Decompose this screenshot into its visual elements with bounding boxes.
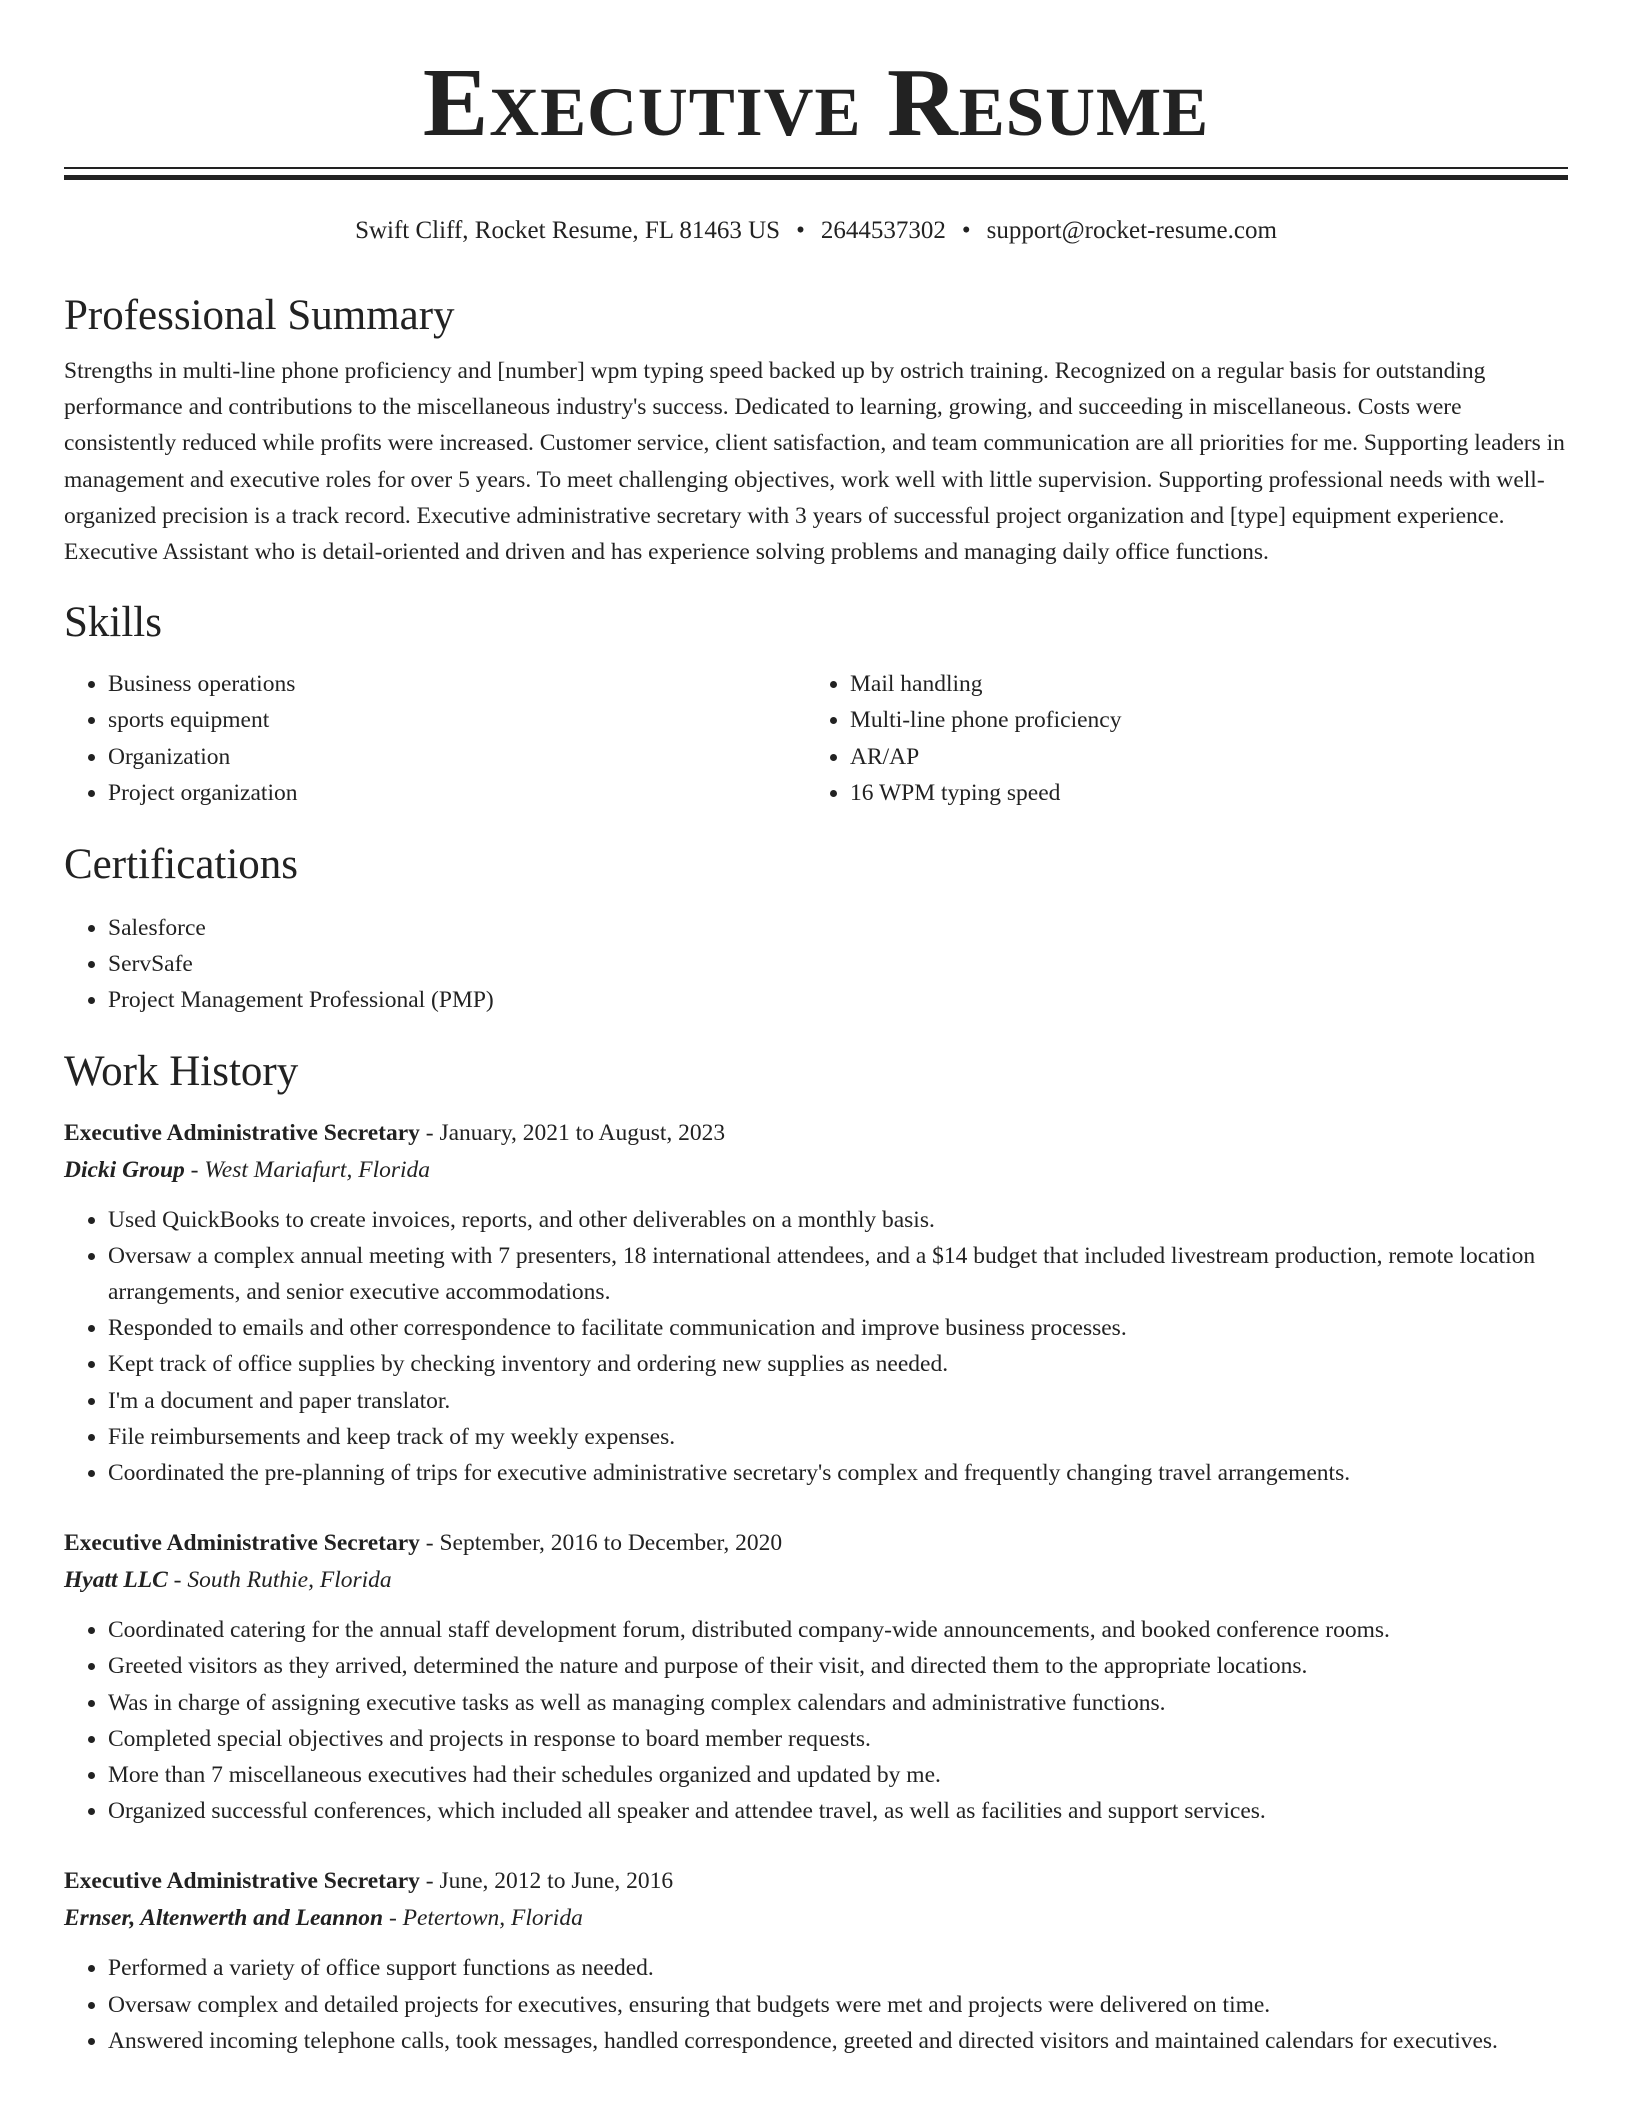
skill-item: • Mail handling bbox=[850, 666, 1548, 702]
job-location: - Petertown, Florida bbox=[383, 1905, 583, 1932]
job-company-line bbox=[64, 1151, 1568, 1189]
job-company-line bbox=[64, 1561, 1568, 1599]
job-duty: • Oversaw complex and detailed projects for executives, ensuring that budgets were met and projects were delivered on time. bbox=[108, 1987, 1568, 2023]
skill-item: • Project organization bbox=[108, 775, 806, 811]
job-title: Executive Administrative Secretary bbox=[64, 1119, 420, 1146]
job-duty: • Coordinated catering for the annual staff development forum, distributed company-wide announcements, and booked conference rooms. bbox=[108, 1612, 1568, 1648]
skill-item: • Organization bbox=[108, 739, 806, 775]
skill-item: • Business operations bbox=[108, 666, 806, 702]
job-duty: • Greeted visitors as they arrived, determined the nature and purpose of their visit, and directed them to the appropriate locations. bbox=[108, 1648, 1568, 1684]
job-title-line bbox=[64, 1863, 1568, 1899]
skills-column-left bbox=[64, 666, 806, 811]
job-duties-list bbox=[64, 1202, 1568, 1492]
skill-item: • AR/AP bbox=[850, 739, 1548, 775]
skills-list-left bbox=[64, 666, 806, 811]
work-history-heading: Work History bbox=[64, 1047, 299, 1095]
title-divider-thick bbox=[64, 175, 1568, 180]
job-duty: • More than 7 miscellaneous executives had their schedules organized and updated by me. bbox=[108, 1757, 1568, 1793]
work-history-section bbox=[64, 1046, 1568, 2059]
contact-line bbox=[0, 215, 1632, 247]
job-title-line bbox=[64, 1115, 1568, 1151]
certifications-section bbox=[64, 839, 1568, 1019]
contact-separator: • bbox=[796, 217, 805, 244]
certification-item: • Salesforce bbox=[108, 910, 1568, 946]
job-company: Dicki Group bbox=[64, 1156, 185, 1183]
summary-section bbox=[64, 290, 1568, 570]
resume-content bbox=[64, 290, 1568, 2059]
skill-item: • Multi-line phone proficiency bbox=[850, 702, 1548, 738]
job-entry bbox=[64, 1525, 1568, 1829]
job-duty: • Performed a variety of office support functions as needed. bbox=[108, 1950, 1568, 1986]
certification-item: • Project Management Professional (PMP) bbox=[108, 982, 1568, 1018]
job-duty: • Was in charge of assigning executive tasks as well as managing complex calendars and administrative functions. bbox=[108, 1685, 1568, 1721]
skills-list-right bbox=[806, 666, 1548, 811]
job-duties-list bbox=[64, 1950, 1568, 2059]
job-company: Ernser, Altenwerth and Leannon bbox=[64, 1905, 384, 1932]
skills-columns bbox=[64, 666, 1568, 811]
job-duty: • Used QuickBooks to create invoices, reports, and other deliverables on a monthly basis. bbox=[108, 1202, 1568, 1238]
job-location: - South Ruthie, Florida bbox=[167, 1567, 392, 1594]
skills-heading: Skills bbox=[64, 599, 162, 647]
job-title-line bbox=[64, 1525, 1568, 1561]
certifications-list bbox=[64, 910, 1568, 1019]
certification-item: • ServSafe bbox=[108, 946, 1568, 982]
job-entry bbox=[64, 1115, 1568, 1492]
summary-heading: Professional Summary bbox=[64, 292, 455, 339]
job-duty: • Completed special objectives and projects in response to board member requests. bbox=[108, 1721, 1568, 1757]
contact-phone: 2644537302 bbox=[820, 217, 946, 244]
resume-title: Executive Resume bbox=[422, 49, 1210, 157]
skills-column-right bbox=[806, 666, 1548, 811]
job-duty: • Organized successful conferences, which included all speaker and attendee travel, as well as facilities and support services. bbox=[108, 1793, 1568, 1829]
summary-text: Strengths in multi-line phone proficiency and [number] wpm typing speed backed up by ostrich training. Recognized on a regular basis for outstanding performance and contributions to the miscellaneous industry's success. Dedicated to learning, growing, and succeeding in miscellaneous. Costs were consistently reduced while profits were increased. Customer service, client satisfaction, and team communication are all priorities for me. Supporting leaders in management and executive roles for over 5 years. To meet challenging objectives, work well with little supervision. Supporting professional needs with well-organized precision is a track record. Executive administrative secretary with 3 years of successful project organization and [type] equipment experience. Executive Assistant who is detail-oriented and driven and has experience solving problems and managing daily office functions. bbox=[64, 358, 1565, 566]
contact-address: Swift Cliff, Rocket Resume, FL 81463 US bbox=[355, 217, 781, 244]
job-duty: • Coordinated the pre-planning of trips for executive administrative secretary's complex and frequently changing travel arrangements. bbox=[108, 1455, 1568, 1491]
job-duty: • Responded to emails and other correspondence to facilitate communication and improve business processes. bbox=[108, 1310, 1568, 1346]
skill-item: • sports equipment bbox=[108, 702, 806, 738]
job-company-line bbox=[64, 1899, 1568, 1937]
job-duty: • Answered incoming telephone calls, took messages, handled correspondence, greeted and directed visitors and maintained calendars for executives. bbox=[108, 2023, 1568, 2059]
job-duty: • File reimbursements and keep track of my weekly expenses. bbox=[108, 1419, 1568, 1455]
job-title: Executive Administrative Secretary bbox=[64, 1868, 420, 1895]
job-duties-list bbox=[64, 1612, 1568, 1829]
contact-email: support@rocket-resume.com bbox=[986, 217, 1277, 244]
job-dates: - September, 2016 to December, 2020 bbox=[419, 1530, 783, 1557]
job-duty: • I'm a document and paper translator. bbox=[108, 1383, 1568, 1419]
job-dates: - January, 2021 to August, 2023 bbox=[419, 1119, 726, 1146]
skills-section bbox=[64, 597, 1568, 811]
job-location: - West Mariafurt, Florida bbox=[184, 1156, 431, 1183]
skill-item: • 16 WPM typing speed bbox=[850, 775, 1548, 811]
job-duty: • Oversaw a complex annual meeting with 7 presenters, 18 international attendees, and a $14 budget that included livestream production, remote location arrangements, and senior executive accommodations. bbox=[108, 1238, 1568, 1310]
certifications-heading: Certifications bbox=[64, 841, 299, 889]
contact-separator: • bbox=[961, 217, 971, 244]
job-title: Executive Administrative Secretary bbox=[64, 1530, 420, 1557]
job-entry bbox=[64, 1863, 1568, 2059]
job-dates: - June, 2012 to June, 2016 bbox=[419, 1868, 674, 1895]
job-company: Hyatt LLC bbox=[64, 1567, 168, 1594]
title-divider-thin bbox=[64, 167, 1568, 169]
job-duty: • Kept track of office supplies by checking inventory and ordering new supplies as needed. bbox=[108, 1346, 1568, 1382]
